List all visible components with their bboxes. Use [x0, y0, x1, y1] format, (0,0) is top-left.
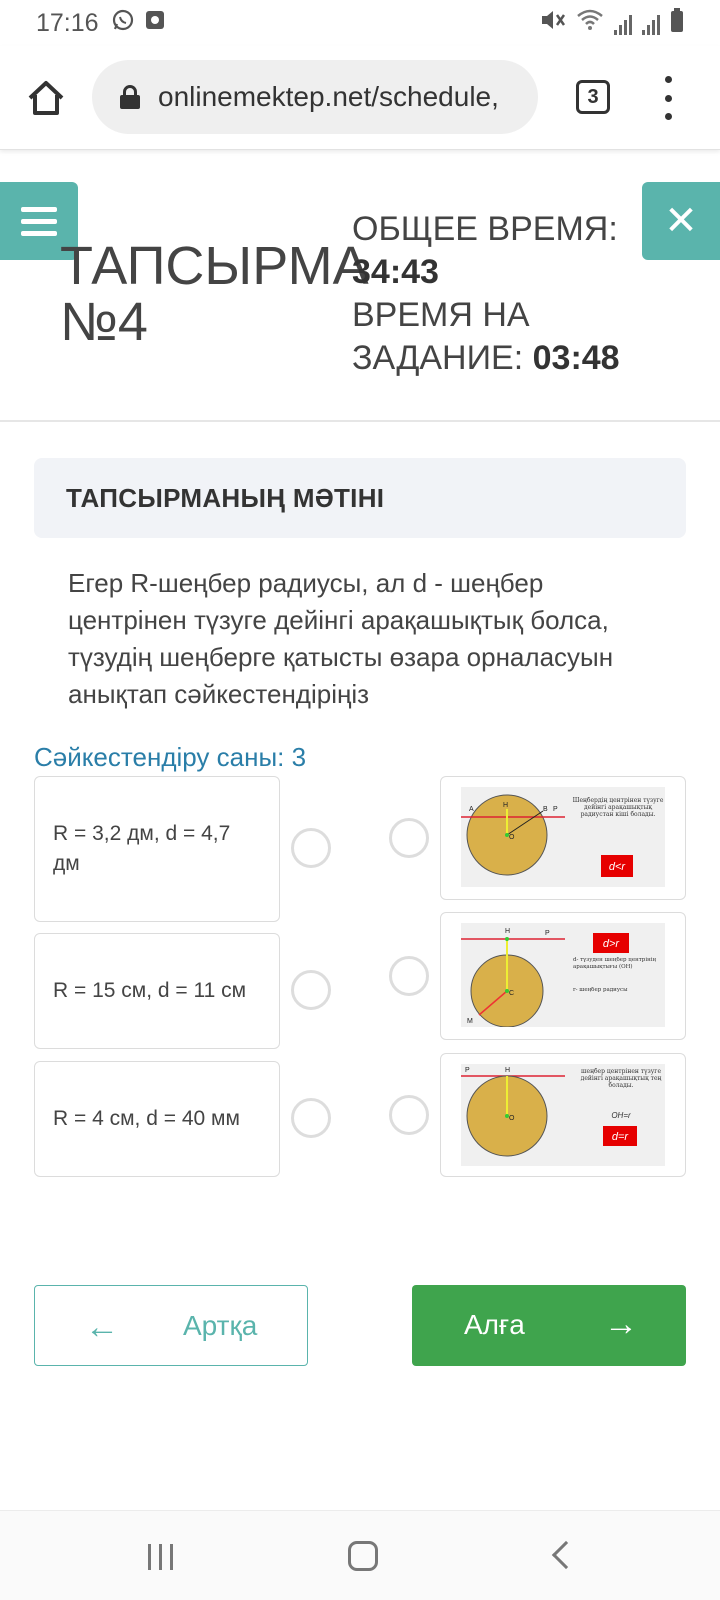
task-time-label: ВРЕМЯ НА ЗАДАНИЕ:: [352, 296, 530, 377]
right-radio-1[interactable]: [389, 818, 429, 858]
left-item-text: R = 3,2 дм, d = 4,7 дм: [53, 822, 231, 875]
right-item-3: [440, 1053, 686, 1177]
label-p: P: [465, 1067, 470, 1074]
task-title: ТАПСЫРМА №4: [60, 236, 369, 352]
browser-toolbar: [0, 46, 720, 150]
question-text: Егер R-шеңбер радиусы, ал d - шеңбер центрінен түзуге дейінгі арақашықтық болса, түзудің шеңберге қатысты өзара орналасуын анықтап сәйкестендіріңіз: [68, 568, 614, 709]
caption-text-2: r- шеңбер радиусы: [573, 987, 628, 993]
right-radio-2[interactable]: [389, 956, 429, 996]
label-p: P: [553, 806, 558, 813]
diagram-no-intersection: [461, 923, 665, 1027]
back-nav-icon[interactable]: [552, 1541, 580, 1569]
header-divider: [0, 420, 720, 422]
url-bar[interactable]: [92, 60, 538, 134]
battery-icon: [670, 8, 684, 39]
signal-icon: [614, 13, 632, 35]
arrow-left-icon: ←: [85, 1308, 119, 1346]
label-a: A: [469, 806, 474, 813]
label-c: C: [509, 990, 515, 997]
whatsapp-icon: [111, 8, 135, 39]
label-p: P: [545, 930, 550, 937]
badge-d-eq-r: d=r: [611, 1131, 629, 1143]
label-m: M: [467, 1018, 473, 1025]
label-h: H: [503, 802, 509, 809]
lock-icon: [120, 85, 140, 109]
home-nav-icon[interactable]: [348, 1541, 378, 1571]
diagram-tangent: [461, 1064, 665, 1166]
label-o: O: [509, 1115, 515, 1122]
caption-text: Шеңбердің центрінен түзуге дейінгі арақашықтық радиустан кіші болады.: [572, 797, 664, 818]
close-button[interactable]: ✕: [642, 182, 720, 260]
total-time-value: 34:43: [352, 253, 439, 291]
caption-text: шеңбер центрінен түзуге дейінгі арақашықтық тең болады.: [580, 1068, 662, 1089]
timer-block: [352, 208, 642, 380]
diagram-secant: [461, 787, 665, 887]
left-item-2: [34, 933, 280, 1049]
label-o: O: [509, 834, 515, 841]
recent-apps-icon[interactable]: [148, 1544, 173, 1570]
home-icon[interactable]: [24, 76, 68, 120]
total-time-label: ОБЩЕЕ ВРЕМЯ:: [352, 210, 618, 248]
left-item-1: [34, 776, 280, 922]
calendar-icon: [145, 9, 165, 38]
badge-d-gt-r: d>r: [602, 938, 620, 950]
badge-d-lt-r: d<r: [608, 861, 626, 873]
right-item-1: [440, 776, 686, 900]
left-item-text: R = 15 см, d = 11 см: [53, 979, 247, 1002]
left-radio-2[interactable]: [291, 970, 331, 1010]
left-item-text: R = 4 см, d = 40 мм: [53, 1107, 240, 1130]
back-button[interactable]: [34, 1285, 308, 1366]
formula-text: OH=r: [611, 1111, 631, 1120]
more-options-icon[interactable]: [660, 76, 676, 120]
label-h: H: [505, 1067, 511, 1074]
label-b: B: [543, 806, 548, 813]
next-button-label: Алға: [464, 1309, 525, 1340]
tab-switcher-button[interactable]: 3: [576, 80, 610, 114]
left-item-3: [34, 1061, 280, 1177]
status-bar: [0, 0, 720, 46]
match-count: Сәйкестендіру саны: 3: [34, 742, 307, 772]
arrow-right-icon: →: [604, 1305, 638, 1343]
right-item-2: [440, 912, 686, 1040]
task-time-value: 03:48: [532, 339, 620, 377]
mute-icon: [540, 9, 566, 38]
label-h: H: [505, 928, 511, 935]
url-text[interactable]: onlinemektep.net/schedule,: [158, 81, 499, 112]
right-radio-3[interactable]: [389, 1095, 429, 1135]
left-radio-1[interactable]: [291, 828, 331, 868]
next-button[interactable]: [412, 1285, 686, 1366]
signal-icon-2: [642, 13, 660, 35]
task-text-heading: ТАПСЫРМАНЫҢ МӘТІНІ: [34, 458, 686, 538]
system-nav-bar: [0, 1510, 720, 1600]
left-radio-3[interactable]: [291, 1098, 331, 1138]
wifi-icon: [576, 9, 604, 38]
status-time: 17:16: [36, 8, 99, 37]
back-button-label: Артқа: [183, 1310, 258, 1341]
caption-text: d- түзуден шеңбер центрінің арақашықтығы (OH): [573, 957, 657, 970]
